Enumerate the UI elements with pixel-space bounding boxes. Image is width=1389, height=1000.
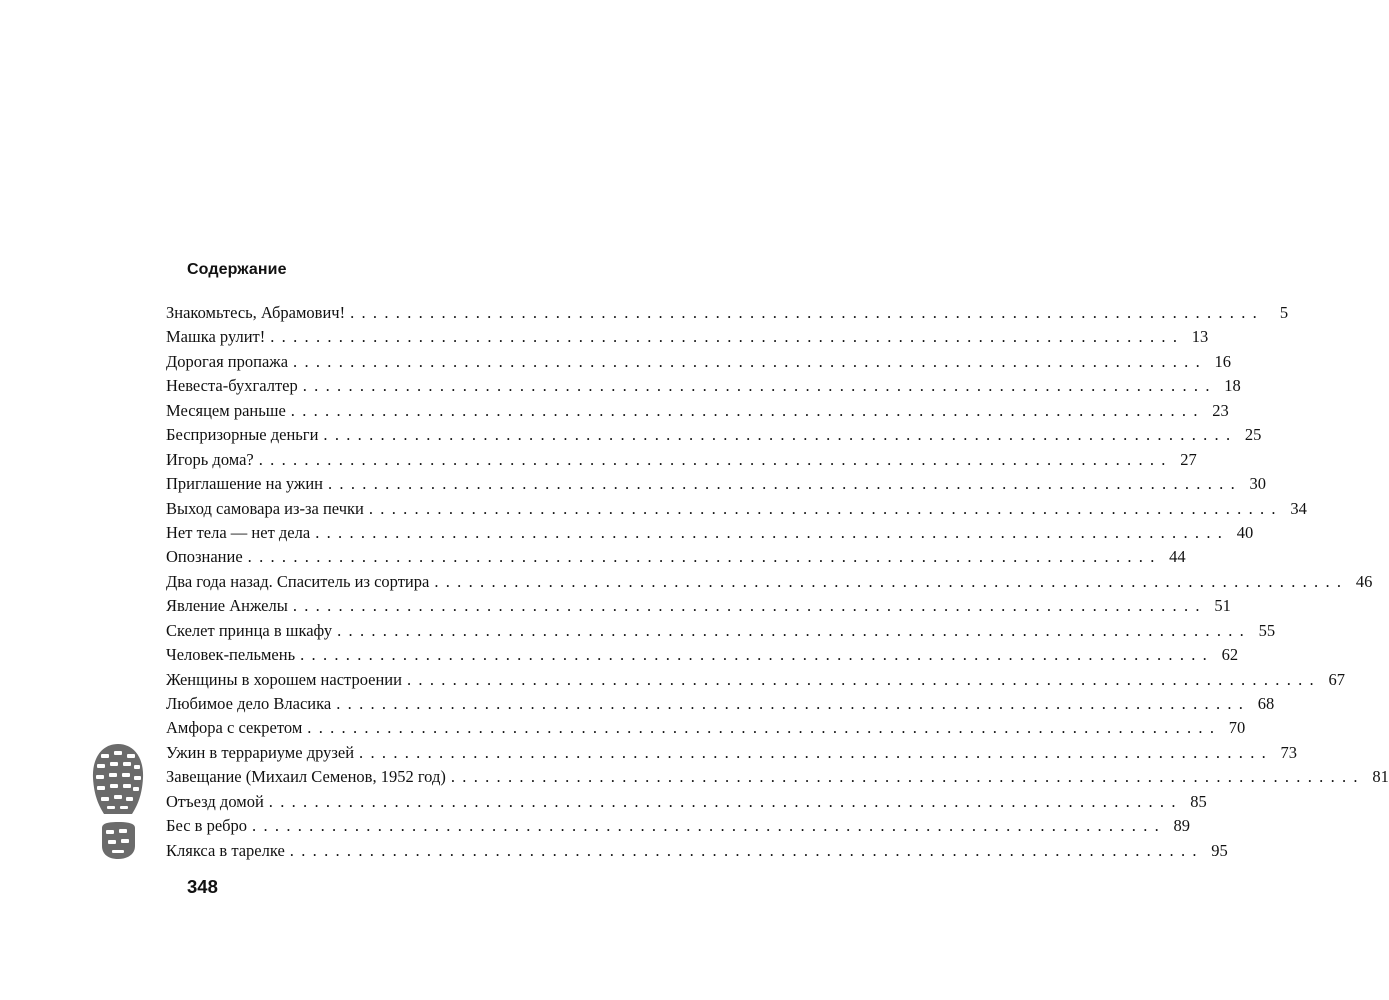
toc-dot-leader: ................................................................................ [268,791,1183,811]
toc-entry-title: Выход самовара из-за печки [166,498,364,518]
toc-entry-page: 95 [1211,840,1228,860]
toc-dot-leader: ................................................................................ [315,522,1230,542]
toc-entry [166,790,1207,814]
toc-entry [166,521,1254,545]
toc-entry-title: Бес в ребро [166,816,248,836]
toc-dot-leader: ................................................................................ [368,498,1283,518]
toc-entry [166,594,1231,618]
shoe-print-icon [88,742,148,862]
toc-entry [166,619,1276,643]
toc-heading: Содержание [187,261,287,278]
toc-entry-title: Опознание [166,547,243,567]
toc-entry [166,643,1239,667]
toc-entry-page: 73 [1280,742,1298,762]
toc-entry [166,423,1262,447]
toc-entry-page: 25 [1244,425,1262,445]
toc-dot-leader: ................................................................................ [328,474,1242,494]
toc-entry-title: Клякса в тарелке [166,840,285,860]
toc-dot-leader: ................................................................................ [323,425,1238,445]
toc-entry [166,497,1307,521]
toc-entry-page: 27 [1180,449,1197,469]
toc-entry-page: 40 [1236,522,1254,542]
toc-entry-title: Ужин в террариуме друзей [166,742,355,762]
toc-entry [166,399,1229,423]
toc-entry [166,325,1209,349]
page-number: 348 [187,876,218,897]
toc-entry [166,716,1246,740]
toc-entry-page: 34 [1290,498,1307,518]
toc-dot-leader: ................................................................................ [350,303,1265,322]
toc-dot-leader: ................................................................................ [270,327,1185,347]
toc-entry-title: Явление Анжелы [166,596,288,616]
toc-dot-leader: ................................................................................ [336,694,1251,713]
toc-entry [166,765,1389,789]
toc-entry-title: Любимое дело Власика [166,694,332,713]
toc-entry-page: 13 [1191,327,1209,347]
toc-entry-page: 68 [1257,694,1275,713]
toc-entry-page: 55 [1258,620,1276,640]
toc-entry [166,301,1289,325]
toc-entry-title: Женщины в хорошем настроении [166,669,402,689]
toc-dot-leader: ................................................................................ [252,816,1167,836]
toc-dot-leader: ................................................................................ [450,767,1365,787]
toc-entry-page: 62 [1221,645,1239,665]
toc-entry-title: Невеста-бухгалтер [166,376,298,396]
toc-entry [166,448,1197,472]
toc-entry-page: 46 [1355,571,1373,591]
toc-dot-leader: ................................................................................ [302,376,1217,396]
toc-entry-page: 5 [1279,303,1289,322]
toc-entry [166,374,1241,398]
toc-entry-title: Амфора с секретом [166,718,303,738]
toc-entry [166,814,1191,838]
toc-dot-leader: ................................................................................ [258,449,1173,469]
toc-dot-leader: ................................................................................ [300,645,1215,665]
toc-entry-title: Дорогая пропажа [166,351,289,371]
toc-entry [166,570,1373,594]
toc-entry-page: 23 [1212,400,1229,420]
toc-entry-page: 18 [1224,376,1241,396]
toc-entry-page: 51 [1214,596,1231,616]
toc-entry-title: Человек-пельмень [166,645,296,665]
toc-dot-leader: ................................................................................ [307,718,1222,738]
toc-dot-leader: ................................................................................ [290,400,1205,420]
toc-entry-page: 70 [1228,718,1246,738]
toc-entry-title: Нет тела — нет дела [166,522,311,542]
toc-dot-leader: ................................................................................ [289,840,1204,860]
toc-entry-title: Машка рулит! [166,327,266,347]
toc-dot-leader: ................................................................................ [434,571,1349,591]
toc-dot-leader: ................................................................................ [406,669,1321,689]
toc-entry-page: 85 [1190,791,1207,811]
toc-entry-page: 30 [1249,474,1266,494]
toc-dot-leader: ................................................................................ [359,742,1274,762]
toc-entry-title: Знакомьтесь, Абрамович! [166,303,346,322]
toc-entry-page: 81 [1372,767,1389,787]
toc-entry [166,692,1275,716]
toc-entry-title: Два года назад. Спаситель из сортира [166,571,430,591]
table-of-contents [166,301,1389,863]
toc-entry [166,350,1232,374]
toc-entry-title: Приглашение на ужин [166,474,323,494]
toc-entry-page: 89 [1173,816,1191,836]
toc-entry-title: Месяцем раньше [166,400,286,420]
toc-entry-title: Игорь дома? [166,449,254,469]
toc-entry [166,668,1345,692]
toc-entry-page: 44 [1169,547,1186,567]
toc-entry-title: Завещание (Михаил Семенов, 1952 год) [166,767,446,787]
toc-entry-page: 67 [1328,669,1345,689]
toc-entry-title: Беспризорные деньги [166,425,319,445]
toc-dot-leader: ................................................................................ [247,547,1162,567]
toc-entry [166,839,1228,863]
toc-dot-leader: ................................................................................ [292,596,1207,616]
toc-entry-title: Скелет принца в шкафу [166,620,333,640]
toc-entry [166,741,1298,765]
toc-entry-title: Отъезд домой [166,791,264,811]
toc-dot-leader: ................................................................................ [337,620,1252,640]
toc-dot-leader: ................................................................................ [293,351,1208,371]
toc-entry [166,545,1186,569]
toc-entry [166,472,1266,496]
toc-entry-page: 16 [1214,351,1232,371]
